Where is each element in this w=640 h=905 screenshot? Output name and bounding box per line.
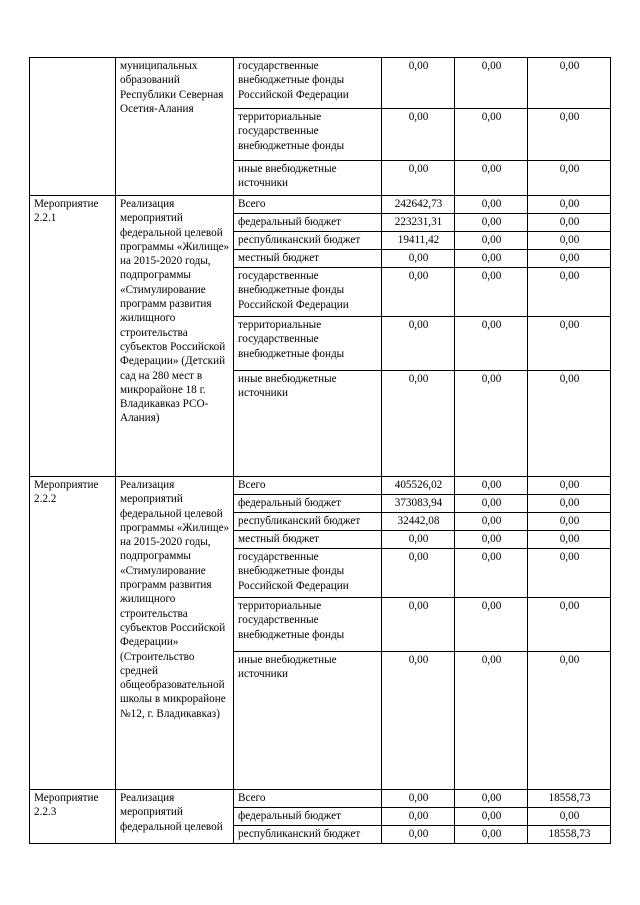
- value-cell: 0,00: [455, 371, 528, 477]
- value-cell: 0,00: [455, 790, 528, 808]
- source-label: государственные внебюджетные фонды Российской Федерации: [234, 549, 382, 598]
- value-cell: 0,00: [455, 109, 528, 161]
- value-cell: 0,00: [528, 58, 611, 109]
- source-label: республиканский бюджет: [234, 232, 382, 250]
- value-cell: 0,00: [455, 196, 528, 214]
- source-label: федеральный бюджет: [234, 214, 382, 232]
- activity-name-cell: Реализация мероприятий федеральной целевой: [116, 790, 234, 844]
- table-row: [30, 58, 611, 109]
- value-cell: 0,00: [382, 371, 455, 477]
- value-cell: 0,00: [382, 808, 455, 826]
- value-cell: 0,00: [455, 58, 528, 109]
- value-cell: 0,00: [528, 196, 611, 214]
- value-cell: 0,00: [455, 531, 528, 549]
- value-cell: 0,00: [382, 250, 455, 268]
- value-cell: 0,00: [528, 531, 611, 549]
- value-cell: 0,00: [382, 790, 455, 808]
- value-cell: 0,00: [382, 549, 455, 598]
- value-cell: 0,00: [382, 317, 455, 371]
- value-cell: 242642,73: [382, 196, 455, 214]
- activity-label: Мероприятие 2.2.3: [30, 790, 116, 844]
- value-cell: 0,00: [382, 109, 455, 161]
- value-cell: 0,00: [455, 808, 528, 826]
- source-label: федеральный бюджет: [234, 808, 382, 826]
- value-cell: 0,00: [528, 232, 611, 250]
- value-cell: 0,00: [382, 826, 455, 844]
- value-cell: 0,00: [382, 58, 455, 109]
- value-cell: 0,00: [382, 598, 455, 652]
- value-cell: 18558,73: [528, 826, 611, 844]
- source-label: иные внебюджетные источники: [234, 161, 382, 196]
- value-cell: 19411,42: [382, 232, 455, 250]
- value-cell: 0,00: [455, 652, 528, 790]
- source-label: иные внебюджетные источники: [234, 652, 382, 790]
- value-cell: 0,00: [455, 161, 528, 196]
- value-cell: 0,00: [528, 109, 611, 161]
- value-cell: 405526,02: [382, 477, 455, 495]
- source-label: государственные внебюджетные фонды Российской Федерации: [234, 268, 382, 317]
- value-cell: 18558,73: [528, 790, 611, 808]
- source-label: территориальные государственные внебюджетные фонды: [234, 598, 382, 652]
- activity-name-cell: Реализация мероприятий федеральной целевой программы «Жилище» на 2015-2020 годы, подпрограммы «Стимулирование программ развития жилищного строительства субъектов Российской Федерации» (Детский сад на 280 мест в микрорайоне 18 г. Владикавказ РСО-Алания): [116, 196, 234, 477]
- budget-table: [29, 57, 611, 844]
- source-label: государственные внебюджетные фонды Российской Федерации: [234, 58, 382, 109]
- value-cell: 0,00: [455, 549, 528, 598]
- value-cell: 0,00: [455, 598, 528, 652]
- source-label: Всего: [234, 790, 382, 808]
- source-label: республиканский бюджет: [234, 826, 382, 844]
- value-cell: 0,00: [528, 808, 611, 826]
- table-row: [30, 790, 611, 808]
- value-cell: 0,00: [528, 549, 611, 598]
- value-cell: 0,00: [455, 826, 528, 844]
- value-cell: 0,00: [528, 214, 611, 232]
- source-label: Всего: [234, 477, 382, 495]
- value-cell: 0,00: [455, 317, 528, 371]
- value-cell: 0,00: [528, 477, 611, 495]
- value-cell: 0,00: [528, 513, 611, 531]
- source-label: местный бюджет: [234, 531, 382, 549]
- value-cell: 0,00: [455, 232, 528, 250]
- value-cell: 0,00: [455, 268, 528, 317]
- value-cell: 0,00: [528, 495, 611, 513]
- value-cell: 0,00: [528, 371, 611, 477]
- value-cell: 32442,08: [382, 513, 455, 531]
- source-label: республиканский бюджет: [234, 513, 382, 531]
- value-cell: 373083,94: [382, 495, 455, 513]
- activity-name-cell: муниципальных образований Республики Северная Осетия-Алания: [116, 58, 234, 196]
- table-row: [30, 477, 611, 495]
- value-cell: 0,00: [382, 531, 455, 549]
- value-cell: 0,00: [382, 652, 455, 790]
- source-label: территориальные государственные внебюджетные фонды: [234, 109, 382, 161]
- value-cell: 0,00: [455, 477, 528, 495]
- value-cell: 0,00: [382, 161, 455, 196]
- source-label: территориальные государственные внебюджетные фонды: [234, 317, 382, 371]
- activity-cell: [30, 58, 116, 196]
- value-cell: 0,00: [528, 161, 611, 196]
- value-cell: 0,00: [528, 317, 611, 371]
- value-cell: 0,00: [455, 214, 528, 232]
- source-label: иные внебюджетные источники: [234, 371, 382, 477]
- source-label: Всего: [234, 196, 382, 214]
- activity-label: Мероприятие 2.2.1: [30, 196, 116, 477]
- value-cell: 0,00: [528, 268, 611, 317]
- source-label: местный бюджет: [234, 250, 382, 268]
- source-label: федеральный бюджет: [234, 495, 382, 513]
- value-cell: 0,00: [455, 513, 528, 531]
- value-cell: 0,00: [528, 652, 611, 790]
- value-cell: 0,00: [382, 268, 455, 317]
- value-cell: 0,00: [455, 495, 528, 513]
- activity-label: Мероприятие 2.2.2: [30, 477, 116, 790]
- value-cell: 223231,31: [382, 214, 455, 232]
- value-cell: 0,00: [528, 598, 611, 652]
- value-cell: 0,00: [455, 250, 528, 268]
- table-row: [30, 196, 611, 214]
- activity-name-cell: Реализация мероприятий федеральной целевой программы «Жилище» на 2015-2020 годы, подпрограммы «Стимулирование программ развития жилищного строительства субъектов Российской Федерации» (Строительство средней общеобразовательной школы в микрорайоне №12, г. Владикавказ): [116, 477, 234, 790]
- value-cell: 0,00: [528, 250, 611, 268]
